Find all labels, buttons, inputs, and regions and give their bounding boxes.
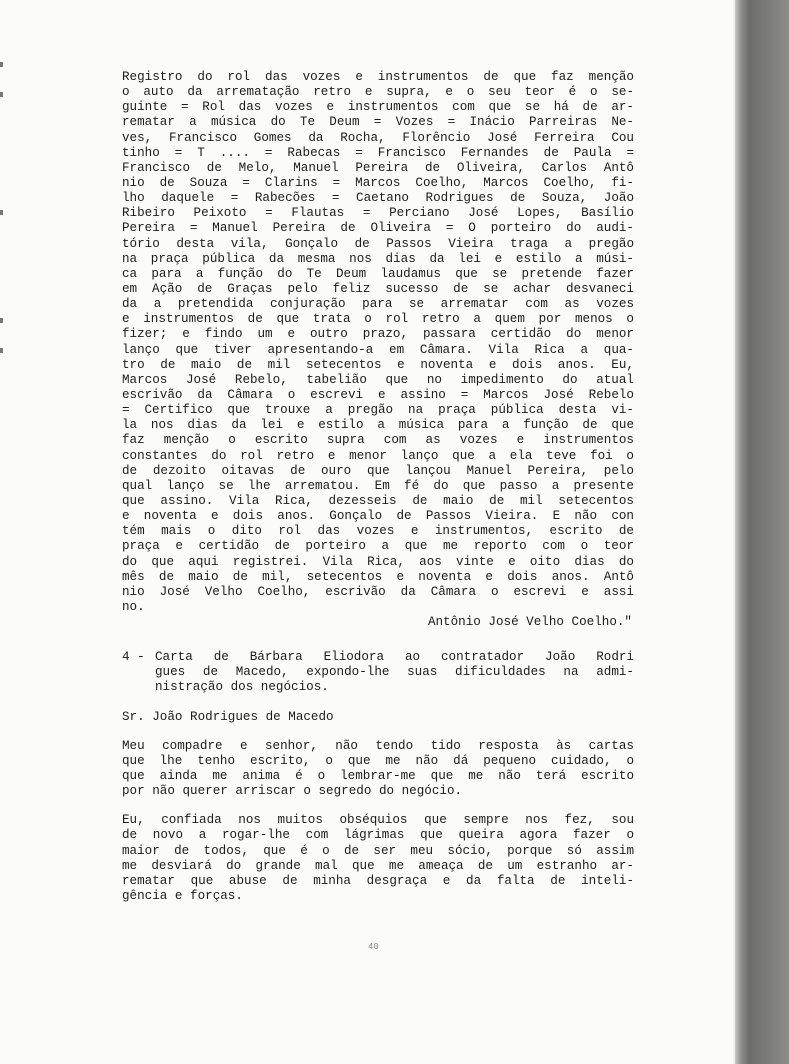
text-line: rematar a música do Te Deum = Vozes = Inácio Parreiras Ne- [122,115,634,130]
book-spine-shadow [735,0,789,1064]
text-line: tro de maio de mil setecentos e noventa e dois anos. Eu, [122,357,634,372]
document-body [122,70,634,904]
text-line: Pereira = Manuel Pereira de Oliveira = O porteiro do audi- [122,221,634,236]
text-line: gues de Macedo, expondo-lhe suas dificuldades na admi- [155,665,634,680]
text-line: gência e forças. [122,889,243,904]
letter-paragraph-2 [122,813,634,904]
item-title [155,650,634,695]
text-line: que lhe tenho escrito, o que me não dá pequeno cuidado, o [122,753,634,768]
text-line: Carta de Bárbara Eliodora ao contratador João Rodri [155,650,634,665]
text-line: me desviará do grande mal que me ameaça de um estranho ar- [122,858,634,873]
text-line: que assino. Vila Rica, dezesseis de maio de mil setecentos [122,493,634,508]
text-line: nio José Velho Coelho, escrivão da Câmara o escrevi e assi [122,584,634,599]
document-item-heading [122,650,634,695]
text-line: e noventa e dois anos. Gonçalo de Passos Vieira. E não con [122,509,634,524]
text-line: praça e certidão de porteiro a que me reporto com o teor [122,539,634,554]
text-line: maior de todos, que é o de ser meu sócio, porque só assim [122,843,634,858]
text-line: Francisco de Melo, Manuel Pereira de Oliveira, Carlos Antô [122,160,634,175]
text-line: guinte = Rol das vozes e instrumentos com que se há de ar- [122,100,634,115]
register-paragraph [122,70,634,615]
text-line: faz menção o escrito supra com as vozes e instrumentos [122,433,634,448]
text-line: = Certifico que trouxe a pregão na praça pública desta vi- [122,403,634,418]
text-line: do que aqui registrei. Vila Rica, aos vinte e oito dias do [122,554,634,569]
text-line: tório desta vila, Gonçalo de Passos Vieira traga a pregão [122,236,634,251]
text-line: nistração dos negócios. [155,680,329,695]
text-line: Ribeiro Peixoto = Flautas = Perciano José Lopes, Basílio [122,206,634,221]
text-line: da a pretendida conjuração para se arrematar com as vozes [122,297,634,312]
text-line: por não querer arriscar o segredo do negócio. [122,784,463,799]
text-line: escrivão da Câmara o escrevi e assino = Marcos José Rebelo [122,387,634,402]
signature: Antônio José Velho Coelho." [427,615,632,630]
text-line: de dezoito oitavas de ouro que lançou Manuel Pereira, pelo [122,463,634,478]
text-line: o auto da arrematação retro e supra, e o seu teor é o se- [122,85,634,100]
text-line: lanço que tiver apresentando-a em Câmara. Vila Rica a qua- [122,342,634,357]
text-line: que ainda me anima é o lembrar-me que me não terá escrito [122,769,634,784]
text-line: nio de Souza = Clarins = Marcos Coelho, Marcos Coelho, fi- [122,175,634,190]
text-line: lho daquele = Rabecões = Caetano Rodrigues de Souza, João [122,191,634,206]
text-line: e instrumentos de que trata o rol retro a quem por menos o [122,312,634,327]
text-line: Registro do rol das vozes e instrumentos de que faz menção [122,70,634,84]
binding-holes [0,0,4,1064]
text-line: no. [122,599,145,614]
text-line: de novo a rogar-lhe com lágrimas que queira agora fazer o [122,828,634,843]
item-number: 4 - [122,650,145,665]
text-line: na praça pública da mesma nos dias da lei e estilo a músi- [122,251,634,266]
text-line: em Ação de Graças pelo feliz sucesso de se achar desvaneci [122,281,634,296]
text-line: constantes do rol retro e menor lanço que a ela teve foi o [122,448,634,463]
text-line: ves, Francisco Gomes da Rocha, Florêncio José Ferreira Cou [122,130,634,145]
letter-salutation: Sr. João Rodrigues de Macedo [122,709,334,724]
text-line: la nos dias da lei e estilo a música para a função de que [122,418,634,433]
text-line: Eu, confiada nos muitos obséquios que sempre nos fez, sou [122,813,634,828]
text-line: qual lanço se lhe arrematou. Em fé do que passo a presente [122,478,634,493]
text-line: ca para a função do Te Deum laudamus que se pretende fazer [122,266,634,281]
text-line: fizer; e findo um e outro prazo, passara certidão do menor [122,327,634,342]
text-line: rematar que abuse de minha desgraça e da falta de inteli- [122,873,634,888]
text-line: Meu compadre e senhor, não tendo tido resposta às cartas [122,738,634,753]
text-line: mês de maio de mil, setecentos e noventa e dois anos. Antô [122,569,634,584]
page-number: 40 [368,942,379,952]
text-line: Marcos José Rebelo, tabelião que no impedimento do atual [122,372,634,387]
letter-paragraph-1 [122,739,634,800]
text-line: tém mais o dito rol das vozes e instrumentos, escrito de [122,524,634,539]
text-line: tinho = T .... = Rabecas = Francisco Fernandes de Paula = [122,145,634,160]
